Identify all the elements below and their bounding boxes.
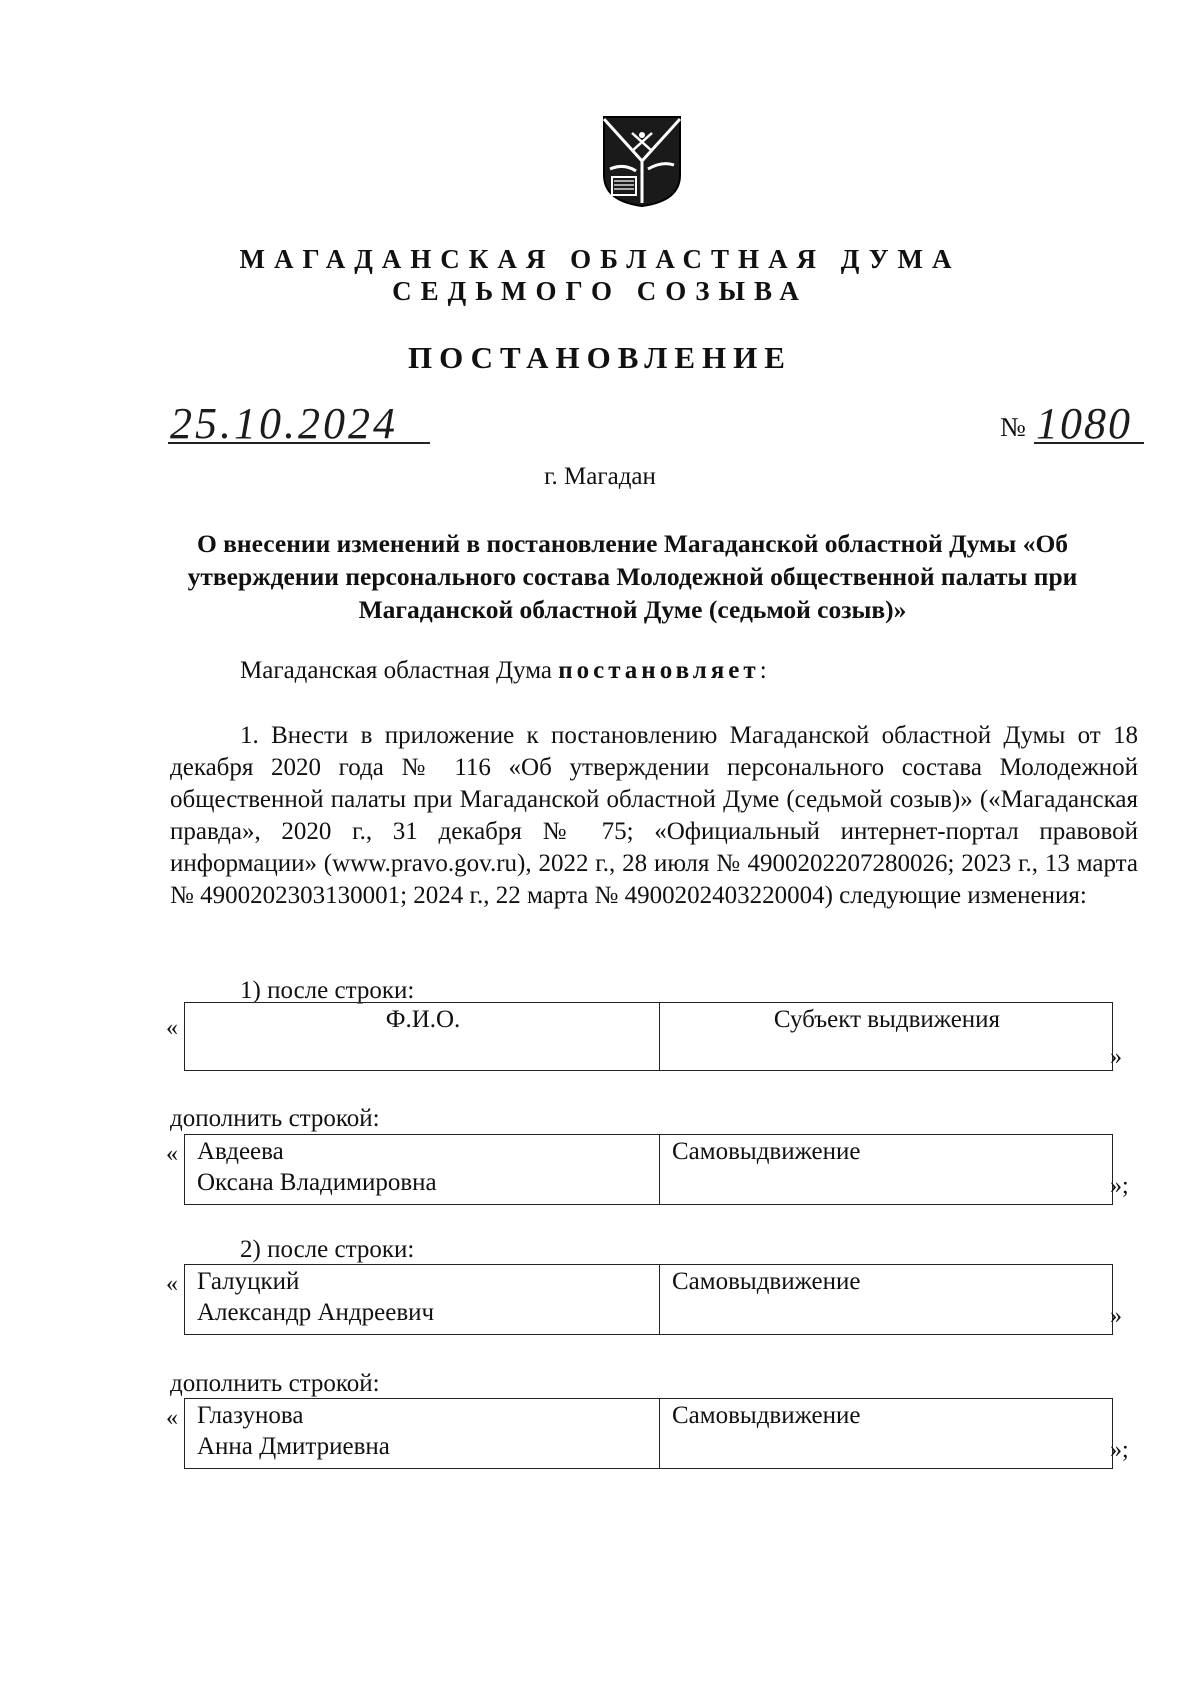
cell-nominator: Самовыдвижение [660, 1399, 1113, 1469]
city: г. Магадан [544, 463, 656, 490]
resolves-suffix: : [759, 657, 767, 684]
open-quote: « [166, 1271, 178, 1297]
cell-fio: Ф.И.О. [185, 1003, 660, 1071]
cell-fio: Галуцкий Александр Андреевич [185, 1265, 660, 1335]
handwritten-date: 25.10.2024 [170, 399, 398, 448]
close-quote: » [1110, 1044, 1122, 1070]
table-row [184, 1002, 1113, 1071]
cell-fio: Глазунова Анна Дмитриевна [185, 1399, 660, 1469]
close-quote: » [1110, 1303, 1122, 1329]
open-quote: « [166, 1015, 178, 1041]
open-quote: « [166, 1405, 178, 1431]
resolves-prefix: Магаданская областная Дума [240, 657, 552, 684]
resolves-verb: постановляет [558, 657, 760, 684]
document-title: О внесении изменений в постановление Магаданской областной Думы «Об утверждении персонального состава Молодежной общественной палаты при Магаданской областной Думе (седьмой созыв)» [187, 529, 1078, 624]
cell-nominator: Самовыдвижение [660, 1265, 1113, 1335]
paragraph-1: 1. Внести в приложение к постановлению Магаданской областной Думы от 18 декабря 2020 года № 116 «Об утверждении персонального состава Молодежной общественной палаты при Магаданской областной Думе (седьмой созыв)» («Магаданская правда», 2020 г., 31 декабря № 75; «Официальный интернет-портал правовой информации» (www.pravo.gov.ru), 2022 г., 28 июля № 4900202207280026; 2023 г., 13 марта № 4900202303130001; 2024 г., 22 марта № 4900202403220004) следующие изменения: [170, 722, 1138, 909]
date-underline [168, 442, 430, 444]
coat-of-arms-icon [600, 113, 684, 208]
change-label: 1) после строки: [240, 977, 415, 1004]
close-quote: »; [1110, 1173, 1129, 1199]
number-sign: № [1000, 412, 1026, 442]
document-type: ПОСТАНОВЛЕНИЕ [408, 340, 792, 375]
change-label: дополнить строкой: [170, 1370, 380, 1397]
close-quote: »; [1110, 1437, 1129, 1463]
org-name-line2: СЕДЬМОГО СОЗЫВА [392, 276, 808, 306]
table-row [184, 1134, 1113, 1205]
handwritten-number: 1080 [1036, 399, 1132, 448]
number-underline [1034, 442, 1144, 444]
table-row [184, 1264, 1113, 1335]
cell-nominator: Самовыдвижение [660, 1135, 1113, 1205]
resolves-line [240, 657, 767, 685]
cell-fio: Авдеева Оксана Владимировна [185, 1135, 660, 1205]
change-label: 2) после строки: [240, 1236, 415, 1263]
cell-nominator: Субъект выдвижения [660, 1003, 1113, 1071]
table-row [184, 1398, 1113, 1469]
change-label: дополнить строкой: [170, 1105, 380, 1132]
org-name-line1: МАГАДАНСКАЯ ОБЛАСТНАЯ ДУМА [239, 244, 961, 274]
open-quote: « [166, 1141, 178, 1167]
